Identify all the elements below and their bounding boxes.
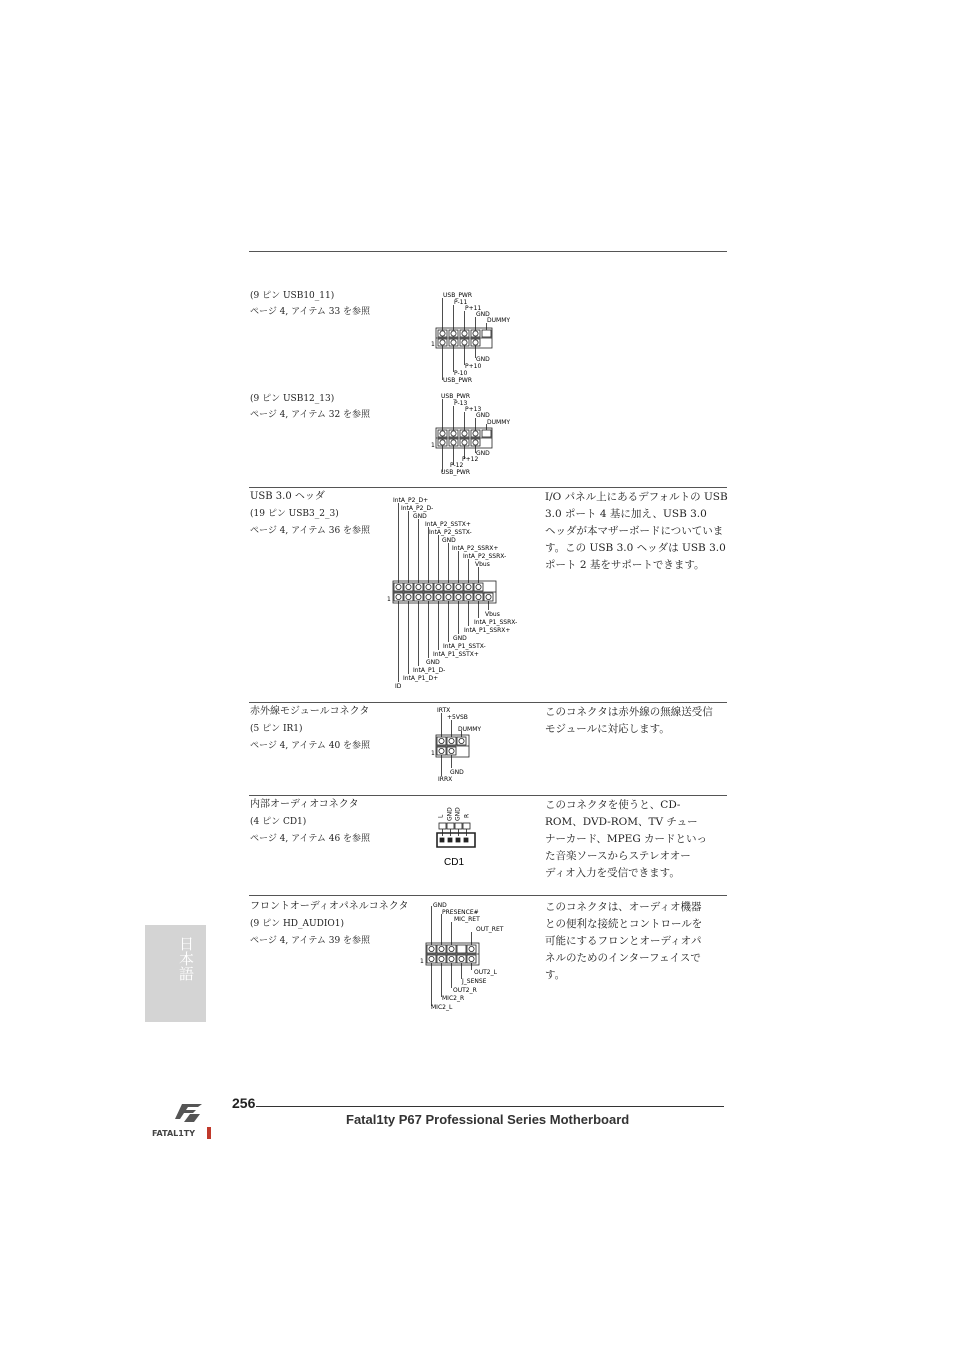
hd-audio-name: フロントオーディオパネルコネクタ bbox=[250, 901, 409, 912]
ir-desc-line-1: このコネクタは赤外線の無線送受信 bbox=[545, 706, 713, 718]
section-rule-4 bbox=[249, 895, 727, 896]
cd-desc-line-2: ROM、DVD-ROM、TV チュー bbox=[545, 816, 698, 828]
cd-title: (4 ピン CD1) bbox=[250, 817, 307, 827]
cd-desc-line-1: このコネクタを使うと、CD- bbox=[545, 799, 681, 811]
usb12-pin1: 1 bbox=[431, 442, 435, 449]
usb30-bot-10: ID bbox=[395, 683, 402, 690]
hd-audio-pin1: 1 bbox=[420, 958, 424, 965]
hd-top-3: MIC_RET bbox=[454, 916, 480, 923]
usb30-top-7: IntA_P2_SSRX+ bbox=[452, 545, 499, 552]
usb30-bot-9: IntA_P1_D+ bbox=[403, 675, 439, 682]
usb30-name: USB 3.0 ヘッダ bbox=[250, 491, 325, 502]
hd-audio-title: (9 ピン HD_AUDIO1) bbox=[250, 919, 344, 929]
hd-bot-5: MIC2_L bbox=[431, 1004, 453, 1011]
usb10-pin1: 1 bbox=[431, 341, 435, 348]
usb12-13-diagram bbox=[428, 390, 528, 480]
cd-desc-line-4: た音楽ソースからステレオオー bbox=[545, 850, 691, 862]
usb30-bot-6: IntA_P1_SSTX+ bbox=[433, 651, 479, 658]
ir-label-5: IRRX bbox=[438, 776, 453, 783]
footer-rule bbox=[256, 1106, 724, 1107]
usb30-top-1: IntA_P2_D+ bbox=[393, 497, 429, 504]
usb30-desc-line-4: す。この USB 3.0 ヘッダは USB 3.0 bbox=[545, 542, 726, 554]
ir-pin1: 1 bbox=[431, 750, 435, 757]
cd-ref: ページ 4, アイテム 46 を参照 bbox=[250, 834, 371, 844]
usb30-ref: ページ 4, アイテム 36 を参照 bbox=[250, 526, 371, 536]
hd-bot-3: OUT2_R bbox=[453, 987, 477, 994]
usb10-label-1: USB_PWR bbox=[443, 292, 473, 299]
hd-audio-desc-line-5: す。 bbox=[545, 969, 566, 981]
ir-label-1: IRTX bbox=[437, 707, 451, 714]
hd-audio-diagram bbox=[418, 898, 518, 1013]
section-rule-1 bbox=[249, 487, 727, 488]
hd-top-2: PRESENCE# bbox=[442, 909, 479, 916]
usb12-13-title: (9 ピン USB12_13) bbox=[250, 394, 335, 404]
usb12-label-5: DUMMY bbox=[487, 419, 511, 426]
usb12-label-2: P-13 bbox=[454, 400, 468, 407]
usb30-desc-line-3: ヘッダが本マザーボードについていま bbox=[545, 525, 724, 537]
usb12-label-6: GND bbox=[476, 450, 490, 457]
footer-title: Fatal1ty P67 Professional Series Motherboard bbox=[346, 1112, 630, 1127]
usb30-desc-line-5: ポート 2 基をサポートできます。 bbox=[545, 559, 705, 571]
usb30-bot-1: Vbus bbox=[485, 611, 500, 618]
cd-pin-label-3: GND bbox=[454, 807, 462, 821]
usb10-label-7: P+10 bbox=[465, 363, 482, 370]
cd-pin-label-2: GND bbox=[446, 807, 454, 821]
usb10-11-diagram bbox=[428, 288, 528, 388]
usb10-label-2: P-11 bbox=[454, 299, 468, 306]
cd-desc bbox=[545, 797, 730, 882]
usb12-13-ref: ページ 4, アイテム 32 を参照 bbox=[250, 410, 371, 420]
language-side-tab-label: 日本語 bbox=[177, 936, 195, 981]
page-number: 256 bbox=[232, 1095, 256, 1111]
top-rule bbox=[249, 251, 727, 252]
usb10-label-3: P+11 bbox=[465, 305, 482, 312]
section-rule-3 bbox=[249, 795, 727, 796]
hd-bot-4: MIC2_R bbox=[442, 995, 465, 1002]
usb12-label-8: P-12 bbox=[450, 462, 464, 469]
cd-diagram bbox=[430, 800, 490, 872]
ir-desc bbox=[545, 704, 730, 738]
cd-desc-line-3: ナーカード、MPEG カードといっ bbox=[545, 833, 708, 845]
usb30-bot-2: IntA_P1_SSRX- bbox=[474, 619, 518, 626]
section-rule-2 bbox=[249, 702, 727, 703]
hd-audio-desc-line-1: このコネクタは、オーディオ機器 bbox=[545, 901, 702, 913]
usb30-diagram bbox=[385, 492, 530, 692]
hd-audio-desc-line-2: との便利な接続とコントロールを bbox=[545, 918, 703, 930]
cd-pin-label-4: R bbox=[463, 813, 471, 818]
usb30-top-3: GND bbox=[413, 513, 427, 520]
cd-pin-label-1: L bbox=[437, 814, 445, 818]
ir-diagram bbox=[428, 704, 518, 784]
usb10-label-6: GND bbox=[476, 356, 490, 363]
ir-ref: ページ 4, アイテム 40 を参照 bbox=[250, 741, 371, 751]
ir-label-4: GND bbox=[450, 769, 464, 776]
hd-audio-ref: ページ 4, アイテム 39 を参照 bbox=[250, 936, 371, 946]
usb10-11-ref: ページ 4, アイテム 33 を参照 bbox=[250, 307, 371, 317]
usb30-bot-7: GND bbox=[426, 659, 440, 666]
usb10-label-5: DUMMY bbox=[487, 317, 511, 324]
usb12-label-9: USB_PWR bbox=[441, 469, 471, 476]
hd-bot-1: OUT2_L bbox=[474, 969, 497, 976]
usb30-bot-3: IntA_P1_SSRX+ bbox=[464, 627, 511, 634]
usb12-label-3: P+13 bbox=[465, 406, 482, 413]
ir-name: 赤外線モジュールコネクタ bbox=[250, 706, 370, 717]
usb12-label-4: GND bbox=[476, 412, 490, 419]
usb30-top-5: IntA_P2_SSTX- bbox=[429, 529, 472, 536]
usb30-top-9: Vbus bbox=[475, 561, 490, 568]
usb10-label-9: USB_PWR bbox=[443, 377, 473, 384]
ir-title: (5 ピン IR1) bbox=[250, 724, 303, 734]
hd-audio-desc bbox=[545, 899, 730, 984]
usb30-desc-line-2: 3.0 ポート 4 基に加え、USB 3.0 bbox=[545, 508, 707, 520]
usb12-label-7: P+12 bbox=[462, 456, 479, 463]
ir-label-3: DUMMY bbox=[458, 726, 482, 733]
usb12-label-1: USB_PWR bbox=[441, 393, 471, 400]
usb10-label-8: P-10 bbox=[454, 370, 468, 377]
usb10-11-title: (9 ピン USB10_11) bbox=[250, 291, 335, 301]
hd-audio-desc-line-4: ネルのためのインターフェイスで bbox=[545, 952, 701, 964]
usb30-bot-8: IntA_P1_D- bbox=[413, 667, 446, 674]
hd-top-4: OUT_RET bbox=[476, 926, 504, 933]
usb30-desc-line-1: I/O パネル上にあるデフォルトの USB bbox=[545, 491, 728, 503]
usb30-desc bbox=[545, 489, 730, 574]
ir-label-2: +5VSB bbox=[447, 714, 468, 721]
hd-top-1: GND bbox=[433, 902, 447, 909]
hd-bot-2: J_SENSE bbox=[462, 978, 487, 985]
cd-desc-line-5: ディオ入力を受信できます。 bbox=[545, 867, 680, 879]
usb30-pin1: 1 bbox=[387, 596, 391, 603]
hd-audio-desc-line-3: 可能にするフロンとオーディオパ bbox=[545, 935, 702, 947]
usb30-bot-5: IntA_P1_SSTX- bbox=[443, 643, 486, 650]
usb30-top-2: IntA_P2_D- bbox=[401, 505, 434, 512]
usb30-top-6: GND bbox=[442, 537, 456, 544]
usb30-top-8: IntA_P2_SSRX- bbox=[463, 553, 507, 560]
cd-name: 内部オーディオコネクタ bbox=[250, 799, 359, 810]
ir-desc-line-2: モジュールに対応します。 bbox=[545, 723, 670, 735]
usb30-title: (19 ピン USB3_2_3) bbox=[250, 509, 339, 519]
fatal1ty-logo-text: FATAL1TY bbox=[152, 1129, 196, 1138]
cd-connector-label: CD1 bbox=[444, 857, 465, 868]
usb30-top-4: IntA_P2_SSTX+ bbox=[425, 521, 471, 528]
usb30-bot-4: GND bbox=[453, 635, 467, 642]
usb10-label-4: GND bbox=[476, 311, 490, 318]
fatal1ty-logo bbox=[150, 1100, 230, 1142]
